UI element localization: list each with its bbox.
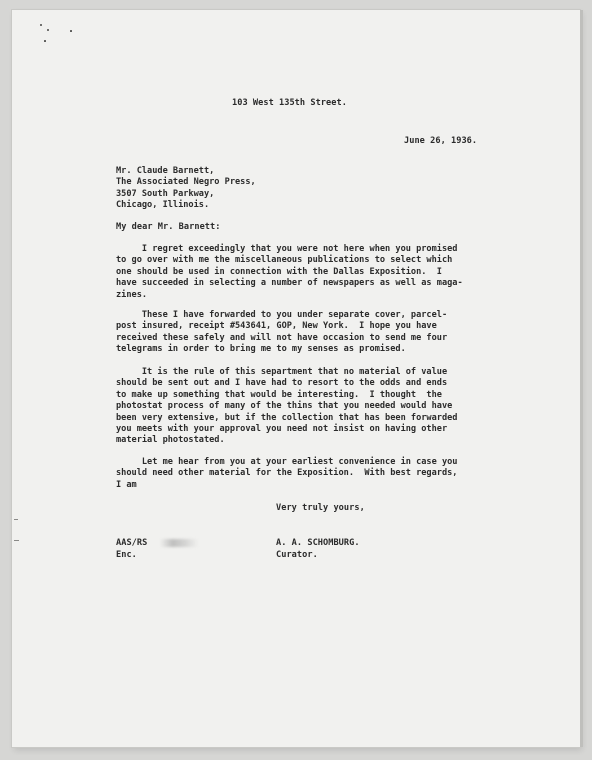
body-paragraph <box>116 457 457 491</box>
signer-name: A. A. SCHOMBURG. <box>276 538 360 548</box>
sender-address: 103 West 135th Street. <box>232 98 347 108</box>
recipient-block <box>116 166 256 212</box>
letter-date: June 26, 1936. <box>404 136 478 146</box>
body-line: I regret exceedingly that you were not here when you promised <box>116 244 458 254</box>
body-line: you meets with your approval you need not insist on having other <box>116 424 448 435</box>
margin-mark <box>14 519 18 520</box>
recipient-line: 3507 South Parkway, <box>116 188 215 199</box>
body-paragraph <box>116 367 457 447</box>
body-line: to make up something that would be interesting. I thought the <box>116 389 442 400</box>
signer-title: Curator. <box>276 550 318 560</box>
ink-speck <box>40 24 42 26</box>
margin-mark <box>14 540 19 541</box>
redacted-mark <box>160 539 198 547</box>
body-line: one should be used in connection with the Dallas Exposition. I <box>116 266 442 277</box>
body-line: photostat process of many of the thins that you needed would have <box>116 401 453 412</box>
body-line: post insured, receipt #543641, GOP, New York. I hope you have <box>116 321 437 332</box>
page-edge <box>580 10 583 747</box>
body-paragraph <box>116 310 447 356</box>
body-line: should be sent out and I have had to resort to the odds and ends <box>116 378 448 389</box>
body-line: telegrams in order to bring me to my senses as promised. <box>116 344 406 355</box>
body-line: These I have forwarded to you under separate cover, parcel- <box>116 310 448 320</box>
body-line: Let me hear from you at your earliest convenience in case you <box>116 457 458 467</box>
body-line: received these safely and will not have occasion to send me four <box>116 332 448 343</box>
body-line: been very extensive, but if the collection that has been forwarded <box>116 412 458 423</box>
body-line: I am <box>116 479 137 490</box>
ink-speck <box>70 30 72 32</box>
ink-speck <box>44 40 46 42</box>
recipient-line: Mr. Claude Barnett, <box>116 166 215 176</box>
recipient-line: Chicago, Illinois. <box>116 200 210 211</box>
body-line: should need other material for the Exposition. With best regards, <box>116 468 458 479</box>
body-paragraph <box>116 244 463 301</box>
ink-speck <box>47 29 49 31</box>
typist-initials: AAS/RS <box>116 538 148 548</box>
body-line: to go over with me the miscellaneous publications to select which <box>116 255 453 266</box>
body-line: have succeeded in selecting a number of newspapers as well as maga- <box>116 278 463 289</box>
complimentary-close: Very truly yours, <box>276 503 365 513</box>
body-line: material photostated. <box>116 435 225 446</box>
body-line: It is the rule of this separtment that no material of value <box>116 367 448 377</box>
enclosure-note: Enc. <box>116 550 137 560</box>
recipient-line: The Associated Negro Press, <box>116 177 256 188</box>
salutation: My dear Mr. Barnett: <box>116 222 221 232</box>
body-line: zines. <box>116 289 148 300</box>
